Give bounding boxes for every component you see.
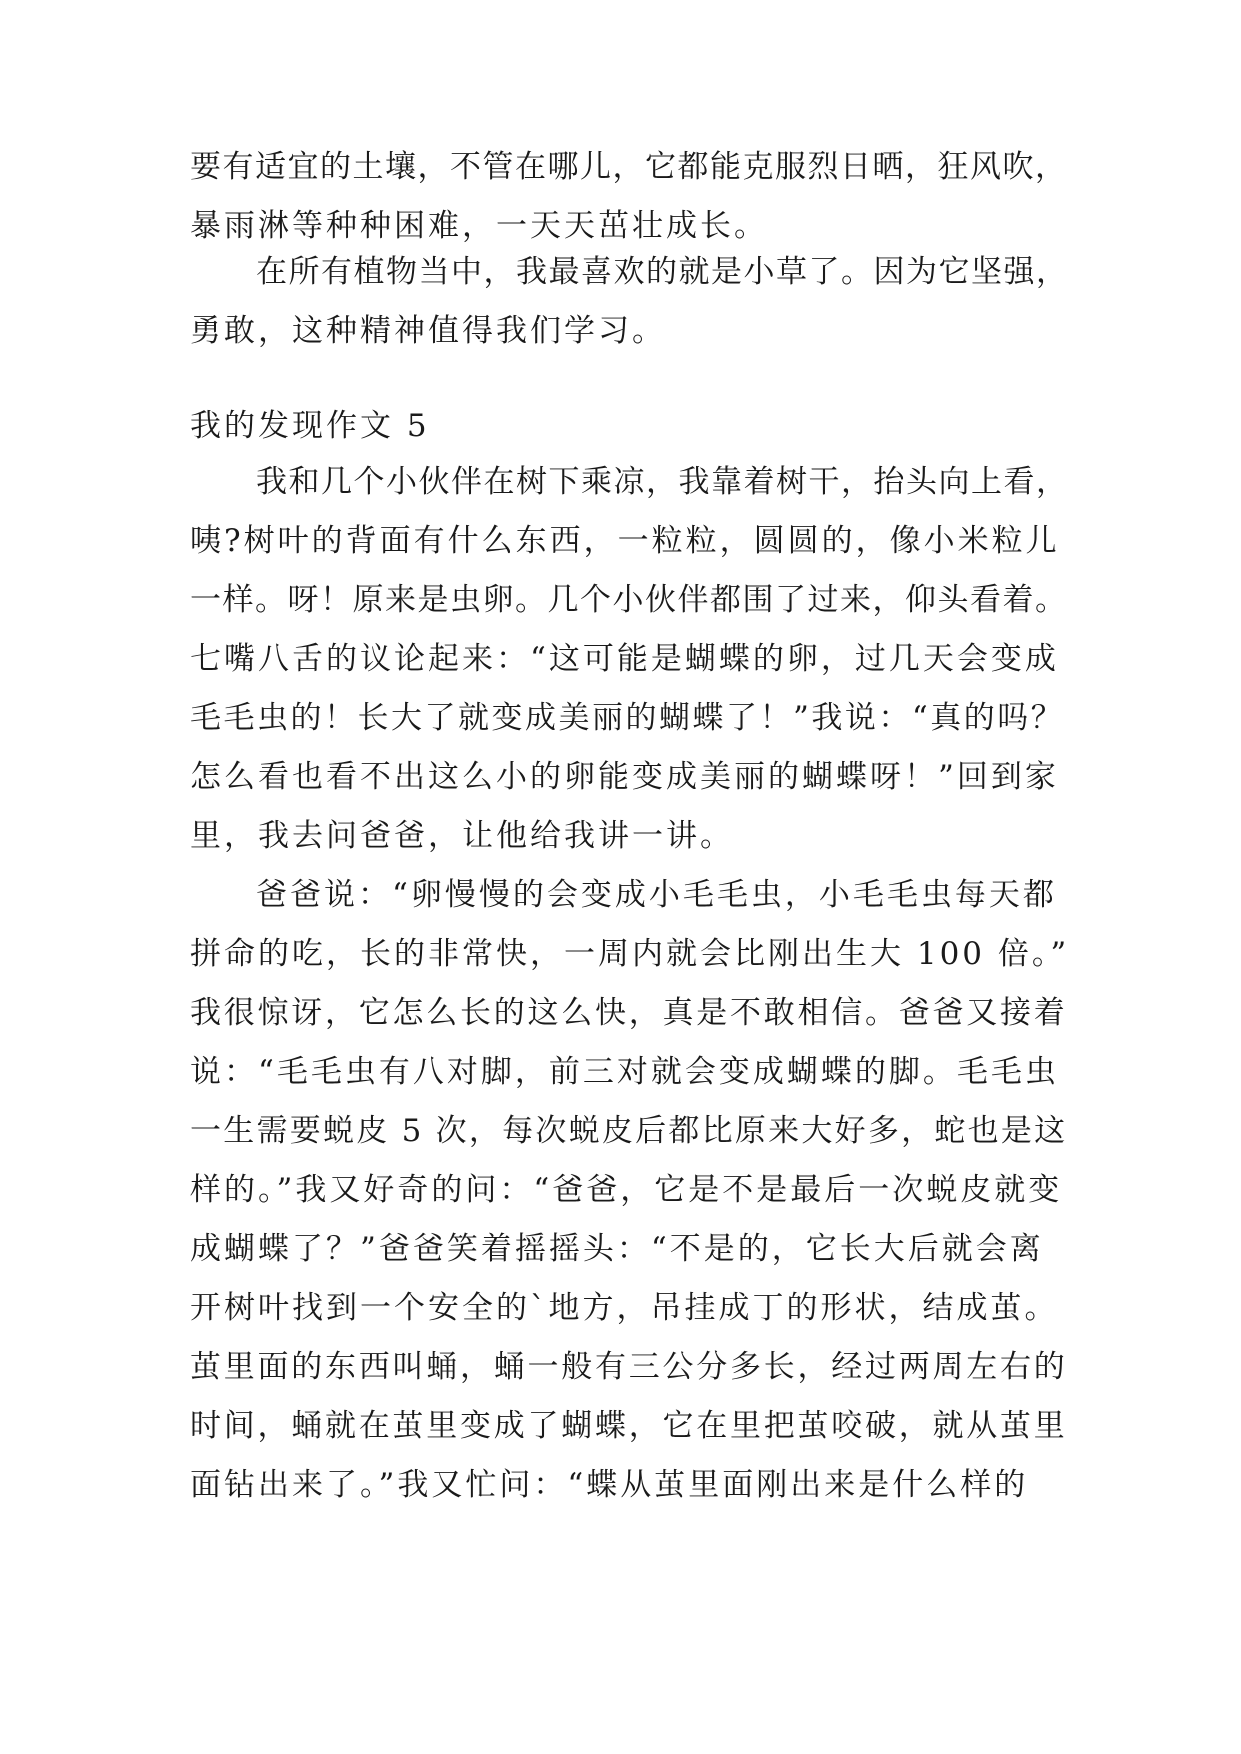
paragraph-line: 面钻出来了。”我又忙问：“蝶从茧里面刚出来是什么样的	[190, 1467, 1029, 1503]
paragraph-line: 里，我去问爸爸，让他给我讲一讲。	[190, 818, 734, 854]
paragraph-4	[190, 866, 1070, 1515]
paragraph-line: 一生需要蜕皮 5 次，每次蜕皮后都比原来大好多，蛇也是这	[190, 1113, 1068, 1149]
paragraph-line: 毛毛虫的！长大了就变成美丽的蝴蝶了！”我说：“真的吗？	[190, 700, 1065, 736]
paragraph-line: 暴雨淋等种种困难，一天天茁壮成长。	[190, 208, 768, 244]
paragraph-line: 一样。呀！原来是虫卵。几个小伙伴都围了过来，仰头看着。	[190, 582, 1068, 618]
section-heading-block	[190, 397, 1070, 456]
paragraph-line: 怎么看也看不出这么小的卵能变成美丽的蝴蝶呀！”回到家	[190, 759, 1059, 795]
paragraph-3	[190, 453, 1070, 866]
paragraph-line: 拼命的吃，长的非常快，一周内就会比刚出生大 100 倍。”	[190, 936, 1070, 972]
paragraph-line: 我和几个小伙伴在树下乘凉，我靠着树干，抬头向上看，	[256, 464, 1069, 500]
paragraph-line: 我很惊讶，它怎么长的这么快，真是不敢相信。爸爸又接着	[190, 995, 1068, 1031]
paragraph-2	[190, 243, 1070, 361]
paragraph-line: 七嘴八舌的议论起来：“这可能是蝴蝶的卵，过几天会变成	[190, 641, 1059, 677]
paragraph-1	[190, 138, 1070, 256]
paragraph-line: 时间，蛹就在茧里变成了蝴蝶，它在里把茧咬破，就从茧里	[190, 1408, 1068, 1444]
paragraph-line: 咦?树叶的背面有什么东西，一粒粒，圆圆的，像小米粒儿	[190, 523, 1060, 559]
paragraph-line: 茧里面的东西叫蛹，蛹一般有三公分多长，经过两周左右的	[190, 1349, 1068, 1385]
paragraph-line: 在所有植物当中，我最喜欢的就是小草了。因为它坚强，	[256, 254, 1069, 290]
paragraph-line: 爸爸说：“卵慢慢的会变成小毛毛虫，小毛毛虫每天都	[256, 877, 1057, 913]
paragraph-line: 样的。”我又好奇的问：“爸爸，它是不是最后一次蜕皮就变	[190, 1172, 1063, 1208]
paragraph-line: 成蝴蝶了？”爸爸笑着摇摇头：“不是的，它长大后就会离	[190, 1231, 1044, 1267]
section-heading: 我的发现作文 5	[190, 408, 430, 444]
paragraph-line: 要有适宜的土壤，不管在哪儿，它都能克服烈日晒，狂风吹，	[190, 149, 1068, 185]
paragraph-line: 开树叶找到一个安全的`地方，吊挂成丁的形状，结成茧。	[190, 1290, 1059, 1326]
paragraph-line: 勇敢，这种精神值得我们学习。	[190, 313, 666, 349]
paragraph-line: 说：“毛毛虫有八对脚，前三对就会变成蝴蝶的脚。毛毛虫	[190, 1054, 1059, 1090]
